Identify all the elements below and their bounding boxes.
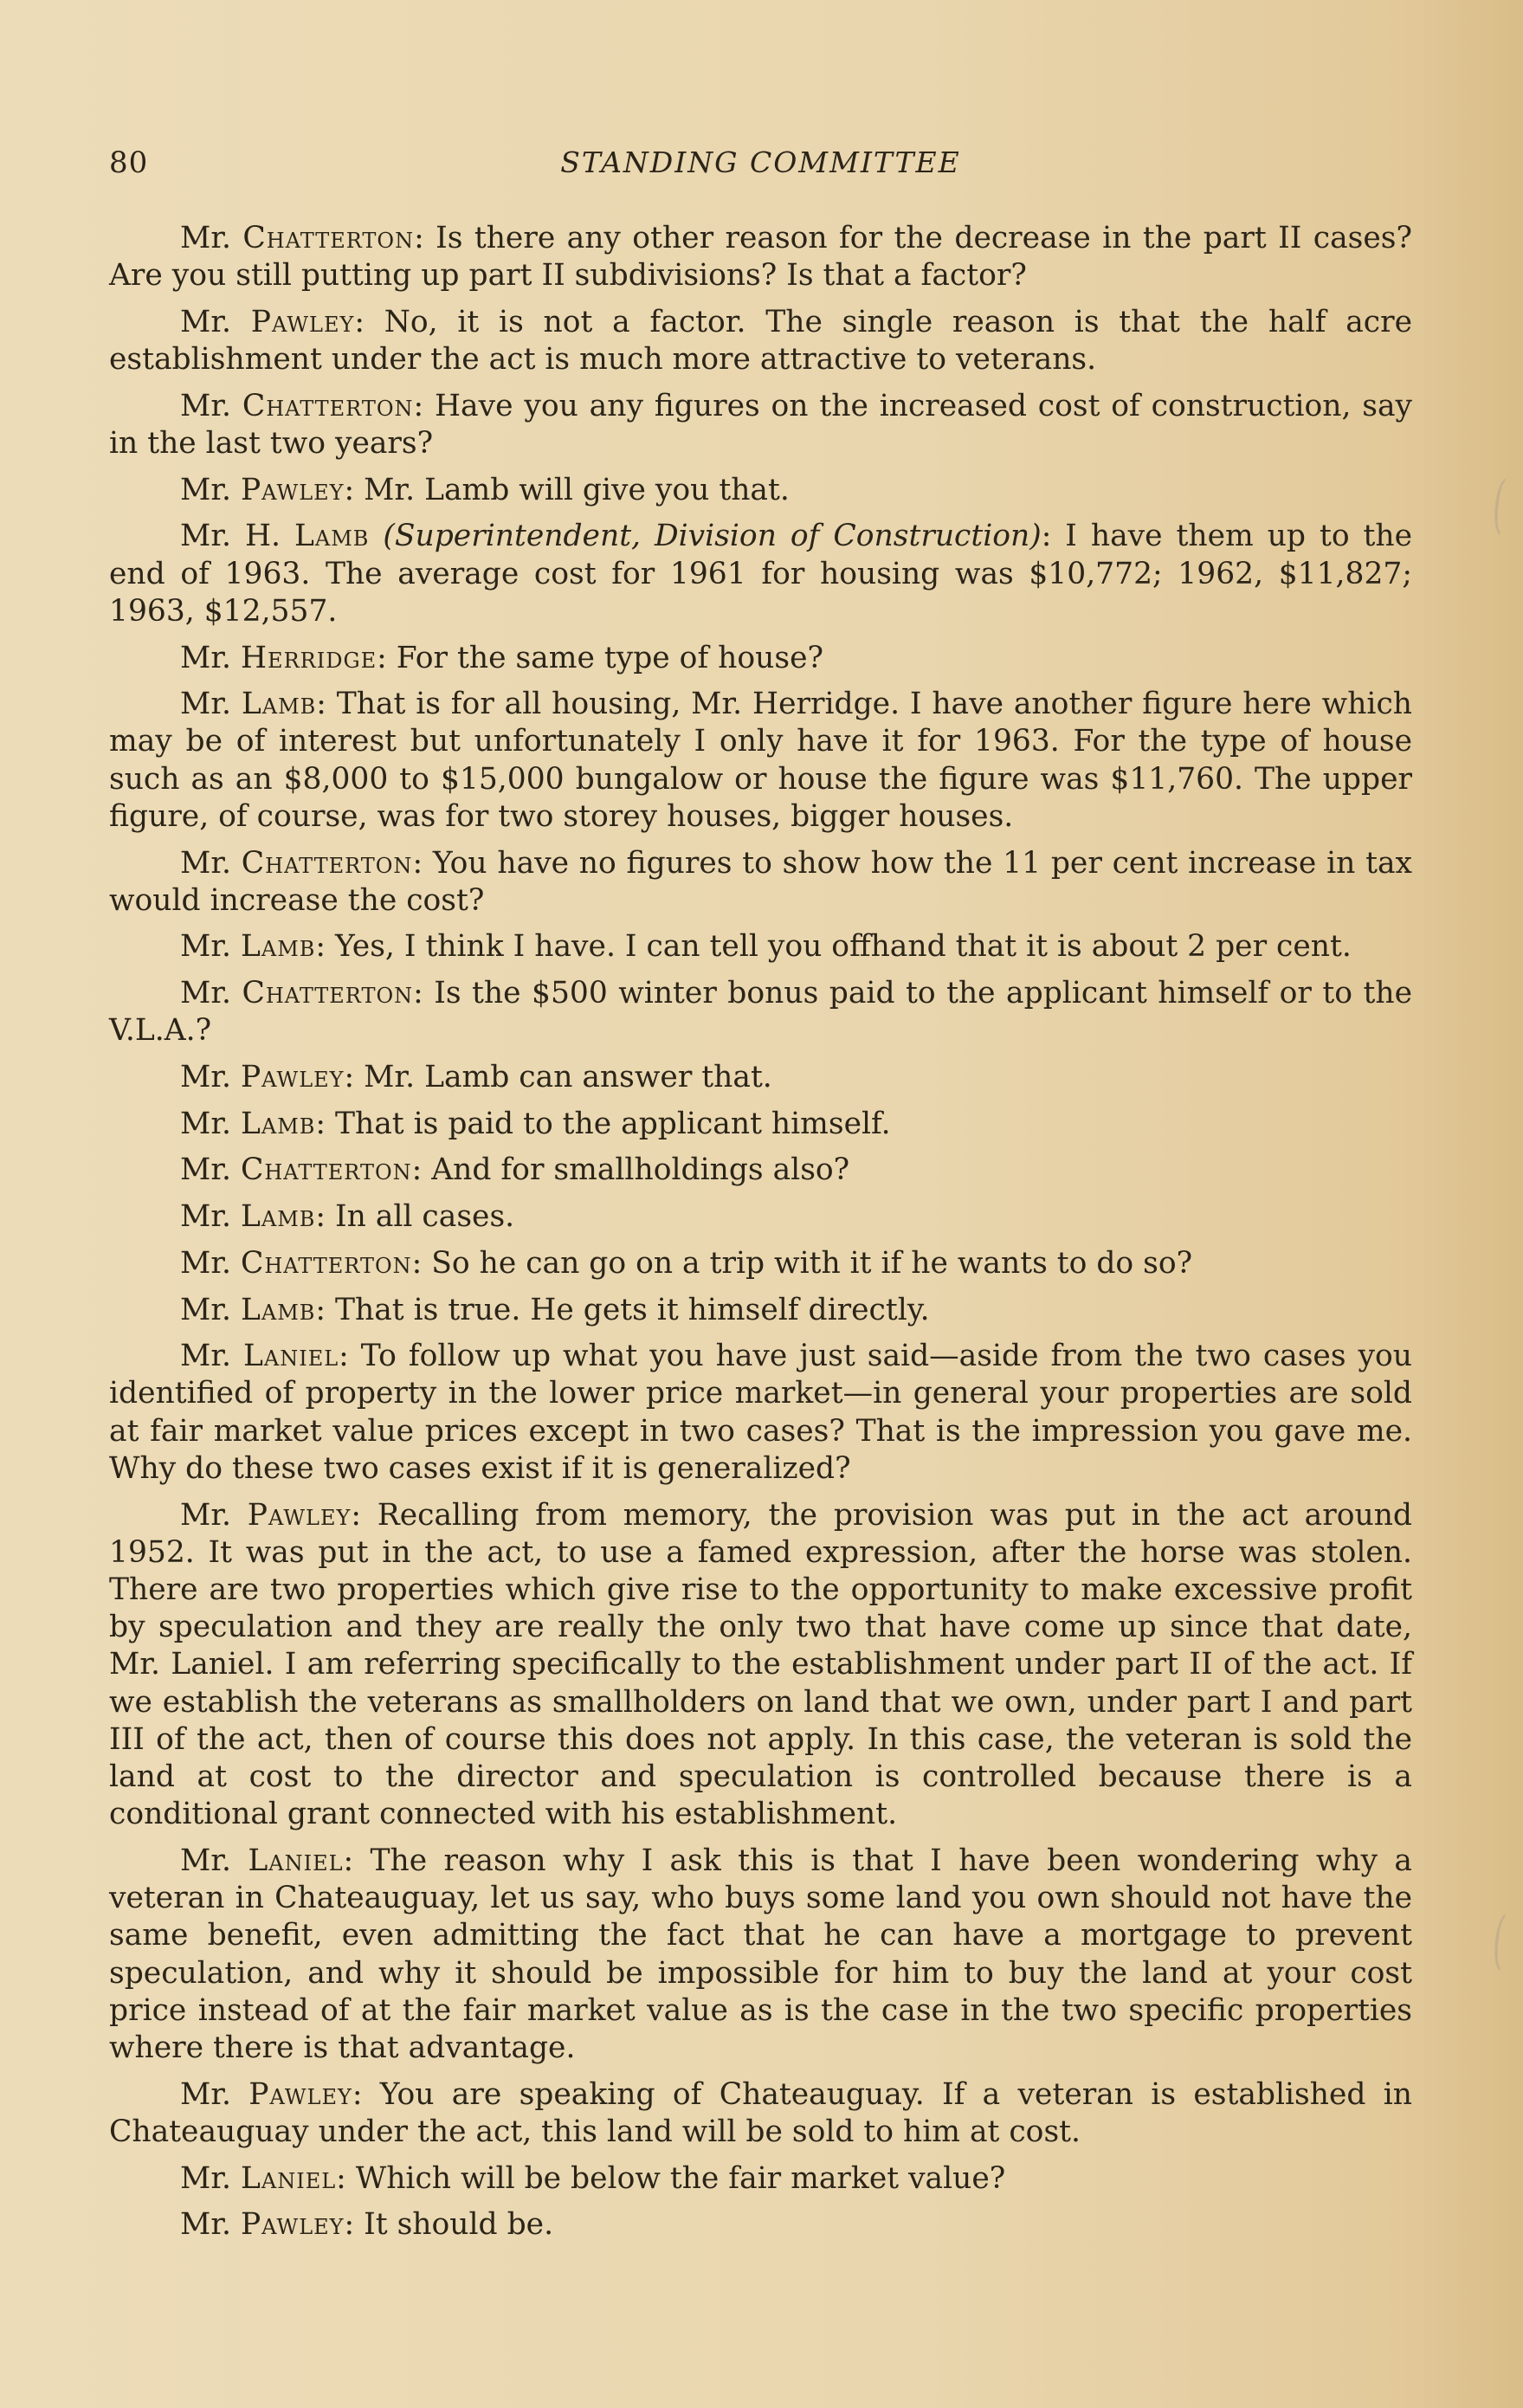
transcript-paragraph — [109, 304, 1412, 378]
speaker-title: Mr. — [180, 2160, 231, 2196]
speaker-name: Lamb — [240, 1199, 316, 1235]
speaker-name: Pawley — [248, 2076, 352, 2112]
speech-text: : You have no figures to show how the 11 per cent increase in tax would increase the cost? — [109, 845, 1413, 918]
speaker-name: Pawley — [240, 472, 345, 507]
margin-mark: ( — [1492, 468, 1505, 540]
transcript-paragraph — [109, 975, 1412, 1049]
speaker-name: Chatterton — [240, 1152, 412, 1188]
speech-text: : Mr. Lamb will give you that. — [344, 472, 790, 507]
speech-text: : To follow up what you have just said—aside from the two cases you identified of property in the lower price market—in general your properties are sold at fair market value prices except in two cases? That is the impression you gave me. Why do these two cases exist if it is generalized? — [109, 1339, 1412, 1486]
speech-text: : I have them up to the end of 1963. The average cost for 1961 for housing was $10,772; 1962, $11,827; 1963, $12,557. — [109, 519, 1413, 629]
transcript-paragraph — [109, 1245, 1412, 1282]
speech-text: : It should be. — [344, 2207, 554, 2243]
speaker-title: Mr. — [180, 976, 231, 1011]
speaker-name: Pawley — [247, 1497, 352, 1533]
speech-text: : The reason why I ask this is that I have been wondering why a veteran in Chateauguay, let us say, who buys some land you own should not have the same benefit, even admitting the fact that he can have a mortgage to prevent speculation, and why it should be impossible for him to buy the land at your cost price instead of at the fair market value as is the case in the two specific properties where there is that advantage. — [109, 1843, 1412, 2065]
transcript-paragraph — [109, 472, 1412, 509]
page-header — [109, 145, 1412, 189]
speaker-title: Mr. — [180, 929, 231, 965]
speaker-name: Laniel — [242, 1339, 339, 1374]
speech-text: : Yes, I think I have. I can tell you offhand that it is about 2 per cent. — [315, 929, 1352, 965]
speaker-title: Mr. — [180, 472, 231, 507]
transcript-paragraph — [109, 1059, 1412, 1096]
transcript-paragraph — [109, 2076, 1412, 2151]
speaker-title: Mr. — [180, 1292, 231, 1327]
transcript-paragraph — [109, 2206, 1412, 2243]
speaker-title: Mr. — [180, 1199, 231, 1235]
speaker-name: Lamb — [240, 929, 316, 965]
speech-text: : Have you any figures on the increased cost of construction, say in the last two years? — [109, 388, 1413, 462]
transcript-paragraph — [109, 388, 1412, 462]
transcript-paragraph — [109, 1843, 1412, 2067]
transcript-paragraph — [109, 686, 1412, 836]
speaker-name: Herridge — [240, 640, 378, 675]
speaker-name: Pawley — [240, 1060, 345, 1095]
transcript-paragraph — [109, 1106, 1412, 1143]
speaker-name: Chatterton — [242, 976, 414, 1011]
speaker-title: Mr. — [180, 221, 231, 255]
speaker-title: Mr. — [180, 687, 231, 722]
speech-text: : No, it is not a factor. The single reason is that the half acre establishment under the act is much more attractive to veterans. — [109, 304, 1413, 378]
speaker-name: Chatterton — [242, 221, 415, 255]
speaker-title: Mr. — [180, 845, 231, 881]
transcript-paragraph — [109, 1152, 1412, 1189]
speaker-title: Mr. — [180, 304, 231, 339]
transcript-paragraph — [109, 518, 1412, 630]
speaker-title: Mr. — [180, 1060, 231, 1095]
speech-text: : Is the $500 winter bonus paid to the applicant himself or to the V.L.A.? — [109, 976, 1412, 1049]
transcript-paragraph — [109, 1338, 1412, 1488]
speaker-name: Chatterton — [240, 1245, 412, 1281]
speaker-title: Mr. — [180, 1497, 231, 1533]
speech-text: : Is there any other reason for the decrease in the part II cases? Are you still putting up part II subdivisions? Is that a factor? — [109, 221, 1412, 294]
speaker-title: Mr. — [180, 1152, 231, 1188]
speech-text: : Which will be below the fair market value? — [336, 2160, 1006, 2196]
speaker-title: Mr. — [180, 1106, 231, 1141]
speech-text: : You are speaking of Chateauguay. If a veteran is established in Chateauguay under the act, this land will be sold to him at cost. — [109, 2076, 1413, 2149]
speaker-title: Mr. — [180, 640, 231, 675]
speaker-title: Mr. — [180, 388, 231, 423]
speaker-role: (Superintendent, Division of Construction) — [383, 519, 1042, 554]
running-title: STANDING COMMITTEE — [560, 145, 961, 179]
transcript-paragraph — [109, 1198, 1412, 1236]
transcript-body — [109, 220, 1412, 2253]
speaker-name: Lamb — [241, 687, 317, 722]
speaker-name: Lamb — [240, 1292, 316, 1327]
speaker-name: Chatterton — [241, 845, 413, 881]
speaker-title: Mr. — [180, 2076, 231, 2112]
speaker-title: Mr. H. — [180, 519, 281, 554]
margin-mark: ( — [1492, 1903, 1505, 1976]
speaker-title: Mr. — [180, 1843, 231, 1878]
transcript-paragraph — [109, 928, 1412, 965]
speech-text: : That is for all housing, Mr. Herridge. I have another figure here which may be of interest but unfortunately I only have it for 1963. For the type of house such as an $8,000 to $15,000 bungalow or house the figure was $11,760. The upper figure, of course, was for two storey houses, bigger houses. — [109, 687, 1412, 834]
speaker-title: Mr. — [180, 2207, 231, 2243]
speaker-name: Pawley — [240, 2207, 345, 2243]
speech-text: : That is true. He gets it himself directly. — [315, 1292, 930, 1327]
speech-text: : So he can go on a trip with it if he wants to do so? — [411, 1245, 1193, 1281]
speaker-title: Mr. — [180, 1339, 231, 1374]
transcript-paragraph — [109, 220, 1412, 294]
transcript-paragraph — [109, 1292, 1412, 1329]
transcript-paragraph — [109, 640, 1412, 677]
speech-text: : In all cases. — [315, 1199, 515, 1235]
speaker-name: Lamb — [240, 1106, 316, 1141]
transcript-paragraph — [109, 2160, 1412, 2198]
speaker-name: Pawley — [250, 304, 355, 339]
speaker-name: Laniel — [248, 1843, 344, 1878]
speech-text: : Mr. Lamb can answer that. — [344, 1060, 772, 1095]
transcript-paragraph — [109, 845, 1412, 920]
speech-text: : And for smallholdings also? — [411, 1152, 850, 1188]
speech-text: : That is paid to the applicant himself. — [315, 1106, 891, 1141]
speech-text: : Recalling from memory, the provision was put in the act around 1952. It was put in the act, to use a famed expression, after the horse was stolen. There are two properties which give rise to the opportunity to make excessive profit by speculation and they are really the only two that have come up since that date, Mr. Laniel. I am referring specifically to the establishment under part II of the act. If we establish the veterans as smallholders on land that we own, under part I and part III of the act, then of course this does not apply. In this case, the veteran is sold the land at cost to the director and speculation is controlled because there is a conditional grant connected with his establishment. — [109, 1497, 1412, 1832]
speaker-name: Laniel — [240, 2160, 337, 2196]
transcript-paragraph — [109, 1497, 1412, 1834]
speaker-name: Lamb — [294, 519, 370, 554]
speaker-name: Chatterton — [242, 388, 414, 423]
speech-text: : For the same type of house? — [377, 640, 824, 675]
speaker-title: Mr. — [180, 1245, 231, 1281]
page-number: 80 — [109, 145, 149, 180]
